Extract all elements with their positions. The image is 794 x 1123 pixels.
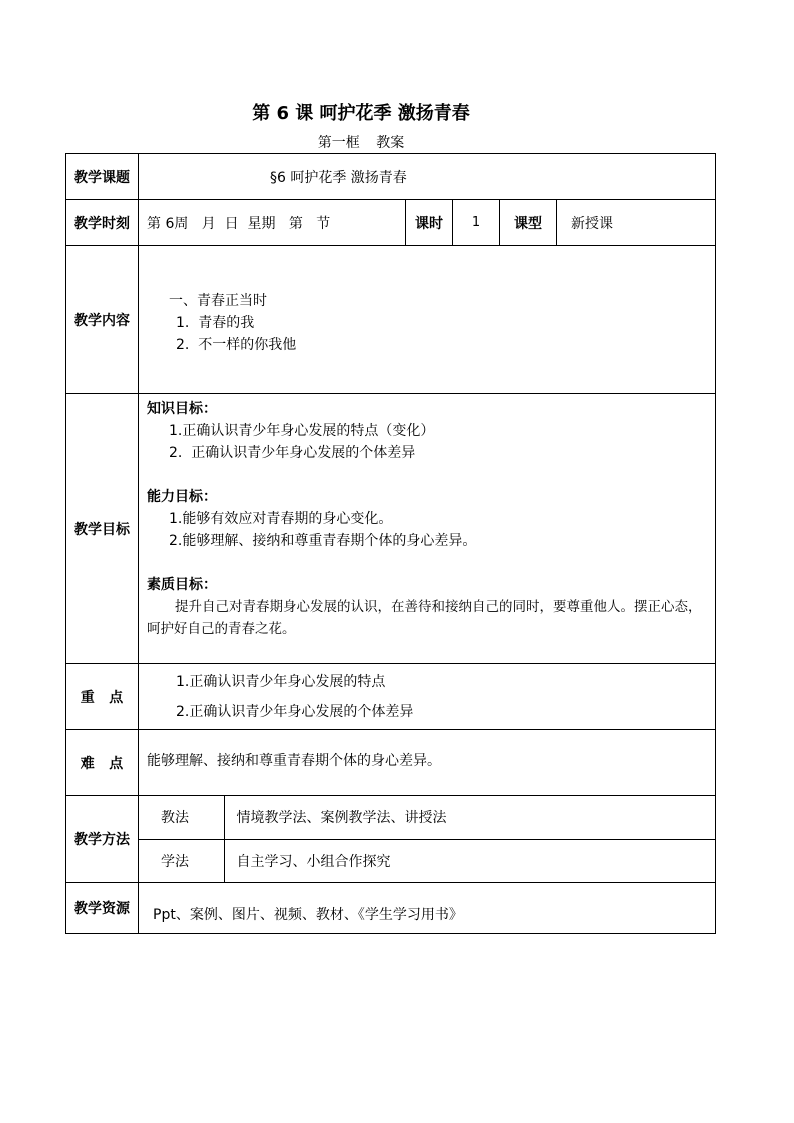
resources-value: Ppt、案例、图片、视频、教材、《学生学习用书》 <box>139 883 716 934</box>
subtitle-part1: 第一框 <box>317 135 360 151</box>
type-label: 课型 <box>500 200 557 246</box>
knowledge-item-1: 1.正确认识青少年身心发展的特点（变化） <box>169 423 435 439</box>
content-heading: 一、青春正当时 <box>169 293 267 309</box>
row-resources <box>66 883 716 934</box>
key-point-2: 2.正确认识青少年身心发展的个体差异 <box>176 703 414 720</box>
key-points-label: 重 点 <box>66 664 139 730</box>
methods-inner-table <box>139 796 715 882</box>
quality-text: 提升自己对青春期身心发展的认识，在善待和接纳自己的同时，要尊重他人。摆正心态，呵护好自己的青春之花。 <box>147 599 702 637</box>
teach-method-label: 教法 <box>139 796 224 839</box>
type-value: 新授课 <box>557 200 716 246</box>
row-time <box>66 200 716 246</box>
content-label: 教学内容 <box>66 246 139 394</box>
goals-cell <box>139 394 716 664</box>
lesson-subtitle <box>0 132 722 152</box>
resources-label: 教学资源 <box>66 883 139 934</box>
ability-item-2: 2.能够理解、接纳和尊重青春期个体的身心差异。 <box>169 533 477 549</box>
period-label: 课时 <box>406 200 453 246</box>
period-value: 1 <box>453 200 500 246</box>
methods-label: 教学方法 <box>66 796 139 883</box>
learn-method-value: 自主学习、小组合作探究 <box>236 853 391 870</box>
methods-cell <box>139 796 716 883</box>
row-goals <box>66 394 716 664</box>
ability-title: 能力目标： <box>147 489 217 505</box>
difficulty-value: 能够理解、接纳和尊重青春期个体的身心差异。 <box>139 730 716 796</box>
key-point-1: 1.正确认识青少年身心发展的特点 <box>176 673 386 690</box>
subtitle-part2: 教案 <box>376 135 405 151</box>
topic-value: §6 呵护花季 激扬青春 <box>139 154 716 200</box>
teach-method-value: 情境教学法、案例教学法、讲授法 <box>224 796 715 839</box>
goals-label: 教学目标 <box>66 394 139 664</box>
time-label: 教学时刻 <box>66 200 139 246</box>
knowledge-item-2: 2. 正确认识青少年身心发展的个体差异 <box>169 445 416 461</box>
time-value: 第 6周 月 日 星期 第 节 <box>139 200 406 246</box>
content-cell <box>139 246 716 394</box>
row-topic <box>66 154 716 200</box>
ability-item-1: 1.能够有效应对青春期的身心变化。 <box>169 511 393 527</box>
key-points-cell <box>139 664 716 730</box>
row-key-points <box>66 664 716 730</box>
row-content <box>66 246 716 394</box>
row-methods <box>66 796 716 883</box>
content-item-1: 1. 青春的我 <box>176 315 255 331</box>
row-difficulty <box>66 730 716 796</box>
topic-label: 教学课题 <box>66 154 139 200</box>
knowledge-title: 知识目标： <box>147 401 217 417</box>
content-item-2: 2. 不一样的你我他 <box>176 337 297 353</box>
lesson-plan-table <box>65 153 716 934</box>
lesson-title: 第 6 课 呵护花季 激扬青春 <box>252 103 470 124</box>
quality-title: 素质目标： <box>147 577 217 593</box>
difficulty-label: 难 点 <box>66 730 139 796</box>
learn-method-label: 学法 <box>139 839 224 882</box>
